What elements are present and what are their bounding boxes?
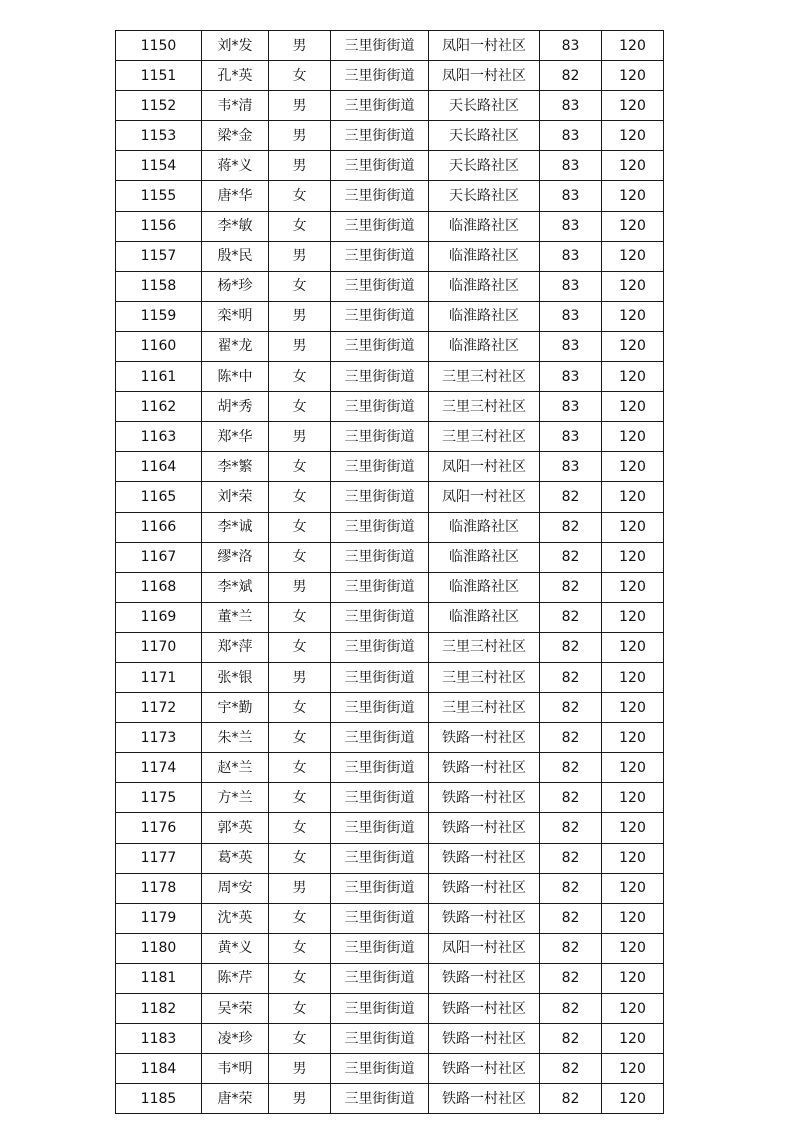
community-cell: 临淮路社区: [429, 301, 540, 331]
age-cell: 83: [540, 392, 602, 422]
name-cell: 蒋*义: [202, 151, 269, 181]
subdistrict-cell: 三里街街道: [331, 271, 429, 301]
gender-cell: 女: [269, 1024, 331, 1054]
community-cell: 铁路一村社区: [429, 813, 540, 843]
serial-cell: 1156: [116, 211, 202, 241]
table-row: [116, 783, 664, 813]
name-cell: 韦*明: [202, 1054, 269, 1084]
table-row: [116, 452, 664, 482]
serial-cell: 1154: [116, 151, 202, 181]
age-cell: 82: [540, 723, 602, 753]
gender-cell: 女: [269, 271, 331, 301]
community-cell: 天长路社区: [429, 181, 540, 211]
table-row: [116, 271, 664, 301]
amount-cell: 120: [602, 1054, 664, 1084]
age-cell: 83: [540, 31, 602, 61]
subdistrict-cell: 三里街街道: [331, 723, 429, 753]
subdistrict-cell: 三里街街道: [331, 632, 429, 662]
serial-cell: 1179: [116, 903, 202, 933]
name-cell: 唐*华: [202, 181, 269, 211]
amount-cell: 120: [602, 121, 664, 151]
table-row: [116, 31, 664, 61]
age-cell: 82: [540, 1054, 602, 1084]
name-cell: 郑*华: [202, 422, 269, 452]
community-cell: 铁路一村社区: [429, 783, 540, 813]
subdistrict-cell: 三里街街道: [331, 301, 429, 331]
amount-cell: 120: [602, 783, 664, 813]
name-cell: 沈*英: [202, 903, 269, 933]
gender-cell: 女: [269, 512, 331, 542]
amount-cell: 120: [602, 362, 664, 392]
name-cell: 陈*中: [202, 362, 269, 392]
amount-cell: 120: [602, 91, 664, 121]
serial-cell: 1165: [116, 482, 202, 512]
table-row: [116, 362, 664, 392]
gender-cell: 男: [269, 873, 331, 903]
subdistrict-cell: 三里街街道: [331, 392, 429, 422]
amount-cell: 120: [602, 151, 664, 181]
name-cell: 吴*荣: [202, 994, 269, 1024]
gender-cell: 女: [269, 362, 331, 392]
serial-cell: 1183: [116, 1024, 202, 1054]
gender-cell: 男: [269, 241, 331, 271]
subdistrict-cell: 三里街街道: [331, 1024, 429, 1054]
age-cell: 83: [540, 452, 602, 482]
gender-cell: 男: [269, 121, 331, 151]
community-cell: 临淮路社区: [429, 331, 540, 361]
gender-cell: 男: [269, 422, 331, 452]
serial-cell: 1155: [116, 181, 202, 211]
serial-cell: 1169: [116, 602, 202, 632]
name-cell: 栾*明: [202, 301, 269, 331]
community-cell: 铁路一村社区: [429, 1054, 540, 1084]
age-cell: 82: [540, 602, 602, 632]
subdistrict-cell: 三里街街道: [331, 422, 429, 452]
amount-cell: 120: [602, 271, 664, 301]
amount-cell: 120: [602, 873, 664, 903]
table-row: [116, 602, 664, 632]
table-row: [116, 873, 664, 903]
gender-cell: 男: [269, 572, 331, 602]
subdistrict-cell: 三里街街道: [331, 482, 429, 512]
records-table-body: [116, 31, 664, 1114]
amount-cell: 120: [602, 301, 664, 331]
community-cell: 三里三村社区: [429, 693, 540, 723]
amount-cell: 120: [602, 61, 664, 91]
subdistrict-cell: 三里街街道: [331, 331, 429, 361]
gender-cell: 男: [269, 151, 331, 181]
community-cell: 临淮路社区: [429, 211, 540, 241]
subdistrict-cell: 三里街街道: [331, 91, 429, 121]
community-cell: 三里三村社区: [429, 422, 540, 452]
age-cell: 82: [540, 963, 602, 993]
age-cell: 82: [540, 873, 602, 903]
subdistrict-cell: 三里街街道: [331, 1054, 429, 1084]
table-row: [116, 1054, 664, 1084]
subdistrict-cell: 三里街街道: [331, 181, 429, 211]
table-row: [116, 903, 664, 933]
serial-cell: 1167: [116, 542, 202, 572]
table-row: [116, 512, 664, 542]
name-cell: 郭*英: [202, 813, 269, 843]
subdistrict-cell: 三里街街道: [331, 211, 429, 241]
table-row: [116, 753, 664, 783]
name-cell: 宇*勤: [202, 693, 269, 723]
subdistrict-cell: 三里街街道: [331, 452, 429, 482]
name-cell: 郑*萍: [202, 632, 269, 662]
subdistrict-cell: 三里街街道: [331, 843, 429, 873]
community-cell: 凤阳一村社区: [429, 482, 540, 512]
gender-cell: 女: [269, 723, 331, 753]
subdistrict-cell: 三里街街道: [331, 963, 429, 993]
subdistrict-cell: 三里街街道: [331, 994, 429, 1024]
table-row: [116, 963, 664, 993]
serial-cell: 1160: [116, 331, 202, 361]
serial-cell: 1177: [116, 843, 202, 873]
amount-cell: 120: [602, 963, 664, 993]
name-cell: 缪*洛: [202, 542, 269, 572]
community-cell: 临淮路社区: [429, 241, 540, 271]
gender-cell: 女: [269, 753, 331, 783]
community-cell: 临淮路社区: [429, 542, 540, 572]
serial-cell: 1174: [116, 753, 202, 783]
amount-cell: 120: [602, 602, 664, 632]
gender-cell: 女: [269, 61, 331, 91]
gender-cell: 女: [269, 211, 331, 241]
serial-cell: 1158: [116, 271, 202, 301]
age-cell: 82: [540, 542, 602, 572]
table-row: [116, 632, 664, 662]
amount-cell: 120: [602, 994, 664, 1024]
amount-cell: 120: [602, 181, 664, 211]
community-cell: 铁路一村社区: [429, 1084, 540, 1114]
serial-cell: 1173: [116, 723, 202, 753]
gender-cell: 女: [269, 843, 331, 873]
name-cell: 董*兰: [202, 602, 269, 632]
subdistrict-cell: 三里街街道: [331, 572, 429, 602]
name-cell: 李*诚: [202, 512, 269, 542]
gender-cell: 女: [269, 933, 331, 963]
amount-cell: 120: [602, 31, 664, 61]
gender-cell: 男: [269, 91, 331, 121]
amount-cell: 120: [602, 662, 664, 692]
amount-cell: 120: [602, 452, 664, 482]
table-row: [116, 1024, 664, 1054]
subdistrict-cell: 三里街街道: [331, 933, 429, 963]
serial-cell: 1151: [116, 61, 202, 91]
table-row: [116, 843, 664, 873]
community-cell: 临淮路社区: [429, 512, 540, 542]
community-cell: 天长路社区: [429, 91, 540, 121]
name-cell: 胡*秀: [202, 392, 269, 422]
subdistrict-cell: 三里街街道: [331, 1084, 429, 1114]
table-row: [116, 121, 664, 151]
age-cell: 83: [540, 241, 602, 271]
community-cell: 三里三村社区: [429, 662, 540, 692]
serial-cell: 1157: [116, 241, 202, 271]
table-row: [116, 241, 664, 271]
subdistrict-cell: 三里街街道: [331, 61, 429, 91]
age-cell: 82: [540, 994, 602, 1024]
amount-cell: 120: [602, 813, 664, 843]
gender-cell: 女: [269, 783, 331, 813]
table-row: [116, 61, 664, 91]
records-table: [115, 30, 664, 1114]
serial-cell: 1184: [116, 1054, 202, 1084]
serial-cell: 1171: [116, 662, 202, 692]
name-cell: 杨*珍: [202, 271, 269, 301]
age-cell: 82: [540, 843, 602, 873]
community-cell: 凤阳一村社区: [429, 31, 540, 61]
table-row: [116, 151, 664, 181]
table-row: [116, 813, 664, 843]
serial-cell: 1164: [116, 452, 202, 482]
community-cell: 三里三村社区: [429, 632, 540, 662]
subdistrict-cell: 三里街街道: [331, 753, 429, 783]
table-row: [116, 301, 664, 331]
serial-cell: 1185: [116, 1084, 202, 1114]
name-cell: 陈*芹: [202, 963, 269, 993]
amount-cell: 120: [602, 1084, 664, 1114]
community-cell: 天长路社区: [429, 151, 540, 181]
name-cell: 唐*荣: [202, 1084, 269, 1114]
name-cell: 刘*荣: [202, 482, 269, 512]
table-row: [116, 422, 664, 452]
gender-cell: 女: [269, 994, 331, 1024]
name-cell: 黄*义: [202, 933, 269, 963]
age-cell: 83: [540, 331, 602, 361]
amount-cell: 120: [602, 422, 664, 452]
serial-cell: 1170: [116, 632, 202, 662]
subdistrict-cell: 三里街街道: [331, 813, 429, 843]
serial-cell: 1180: [116, 933, 202, 963]
age-cell: 82: [540, 482, 602, 512]
age-cell: 83: [540, 271, 602, 301]
gender-cell: 男: [269, 662, 331, 692]
age-cell: 82: [540, 933, 602, 963]
name-cell: 李*繁: [202, 452, 269, 482]
gender-cell: 女: [269, 392, 331, 422]
age-cell: 83: [540, 422, 602, 452]
table-row: [116, 542, 664, 572]
age-cell: 82: [540, 662, 602, 692]
amount-cell: 120: [602, 723, 664, 753]
name-cell: 韦*清: [202, 91, 269, 121]
name-cell: 刘*发: [202, 31, 269, 61]
table-row: [116, 331, 664, 361]
amount-cell: 120: [602, 542, 664, 572]
serial-cell: 1159: [116, 301, 202, 331]
subdistrict-cell: 三里街街道: [331, 602, 429, 632]
age-cell: 83: [540, 151, 602, 181]
name-cell: 周*安: [202, 873, 269, 903]
serial-cell: 1172: [116, 693, 202, 723]
subdistrict-cell: 三里街街道: [331, 662, 429, 692]
table-row: [116, 994, 664, 1024]
community-cell: 天长路社区: [429, 121, 540, 151]
serial-cell: 1162: [116, 392, 202, 422]
table-row: [116, 723, 664, 753]
subdistrict-cell: 三里街街道: [331, 241, 429, 271]
amount-cell: 120: [602, 211, 664, 241]
amount-cell: 120: [602, 693, 664, 723]
table-row: [116, 662, 664, 692]
age-cell: 82: [540, 783, 602, 813]
gender-cell: 男: [269, 1054, 331, 1084]
serial-cell: 1181: [116, 963, 202, 993]
community-cell: 铁路一村社区: [429, 723, 540, 753]
age-cell: 83: [540, 181, 602, 211]
amount-cell: 120: [602, 482, 664, 512]
serial-cell: 1153: [116, 121, 202, 151]
name-cell: 凌*珍: [202, 1024, 269, 1054]
gender-cell: 女: [269, 482, 331, 512]
table-row: [116, 181, 664, 211]
community-cell: 三里三村社区: [429, 362, 540, 392]
serial-cell: 1176: [116, 813, 202, 843]
serial-cell: 1150: [116, 31, 202, 61]
subdistrict-cell: 三里街街道: [331, 903, 429, 933]
name-cell: 梁*金: [202, 121, 269, 151]
table-row: [116, 91, 664, 121]
name-cell: 赵*兰: [202, 753, 269, 783]
gender-cell: 女: [269, 452, 331, 482]
amount-cell: 120: [602, 632, 664, 662]
table-row: [116, 392, 664, 422]
gender-cell: 女: [269, 632, 331, 662]
age-cell: 82: [540, 512, 602, 542]
amount-cell: 120: [602, 241, 664, 271]
subdistrict-cell: 三里街街道: [331, 31, 429, 61]
name-cell: 朱*兰: [202, 723, 269, 753]
name-cell: 李*斌: [202, 572, 269, 602]
name-cell: 李*敏: [202, 211, 269, 241]
age-cell: 83: [540, 211, 602, 241]
age-cell: 82: [540, 753, 602, 783]
table-row: [116, 572, 664, 602]
subdistrict-cell: 三里街街道: [331, 873, 429, 903]
age-cell: 82: [540, 632, 602, 662]
age-cell: 82: [540, 903, 602, 933]
community-cell: 三里三村社区: [429, 392, 540, 422]
age-cell: 82: [540, 1084, 602, 1114]
gender-cell: 女: [269, 181, 331, 211]
name-cell: 葛*英: [202, 843, 269, 873]
gender-cell: 男: [269, 331, 331, 361]
community-cell: 临淮路社区: [429, 271, 540, 301]
age-cell: 83: [540, 121, 602, 151]
age-cell: 83: [540, 301, 602, 331]
gender-cell: 男: [269, 301, 331, 331]
gender-cell: 女: [269, 693, 331, 723]
community-cell: 临淮路社区: [429, 602, 540, 632]
community-cell: 凤阳一村社区: [429, 933, 540, 963]
age-cell: 83: [540, 91, 602, 121]
amount-cell: 120: [602, 392, 664, 422]
age-cell: 82: [540, 572, 602, 602]
amount-cell: 120: [602, 753, 664, 783]
gender-cell: 女: [269, 963, 331, 993]
community-cell: 凤阳一村社区: [429, 61, 540, 91]
subdistrict-cell: 三里街街道: [331, 512, 429, 542]
subdistrict-cell: 三里街街道: [331, 693, 429, 723]
amount-cell: 120: [602, 903, 664, 933]
name-cell: 翟*龙: [202, 331, 269, 361]
serial-cell: 1152: [116, 91, 202, 121]
age-cell: 82: [540, 693, 602, 723]
community-cell: 铁路一村社区: [429, 994, 540, 1024]
community-cell: 铁路一村社区: [429, 903, 540, 933]
community-cell: 凤阳一村社区: [429, 452, 540, 482]
name-cell: 方*兰: [202, 783, 269, 813]
serial-cell: 1163: [116, 422, 202, 452]
name-cell: 孔*英: [202, 61, 269, 91]
subdistrict-cell: 三里街街道: [331, 783, 429, 813]
amount-cell: 120: [602, 512, 664, 542]
gender-cell: 女: [269, 813, 331, 843]
amount-cell: 120: [602, 1024, 664, 1054]
age-cell: 82: [540, 813, 602, 843]
community-cell: 铁路一村社区: [429, 873, 540, 903]
table-row: [116, 482, 664, 512]
subdistrict-cell: 三里街街道: [331, 362, 429, 392]
community-cell: 铁路一村社区: [429, 843, 540, 873]
serial-cell: 1161: [116, 362, 202, 392]
gender-cell: 女: [269, 602, 331, 632]
serial-cell: 1166: [116, 512, 202, 542]
community-cell: 铁路一村社区: [429, 1024, 540, 1054]
serial-cell: 1168: [116, 572, 202, 602]
amount-cell: 120: [602, 933, 664, 963]
amount-cell: 120: [602, 843, 664, 873]
community-cell: 铁路一村社区: [429, 753, 540, 783]
age-cell: 82: [540, 61, 602, 91]
serial-cell: 1178: [116, 873, 202, 903]
subdistrict-cell: 三里街街道: [331, 151, 429, 181]
serial-cell: 1182: [116, 994, 202, 1024]
gender-cell: 女: [269, 903, 331, 933]
subdistrict-cell: 三里街街道: [331, 121, 429, 151]
age-cell: 83: [540, 362, 602, 392]
amount-cell: 120: [602, 331, 664, 361]
gender-cell: 男: [269, 1084, 331, 1114]
name-cell: 殷*民: [202, 241, 269, 271]
community-cell: 铁路一村社区: [429, 963, 540, 993]
amount-cell: 120: [602, 572, 664, 602]
serial-cell: 1175: [116, 783, 202, 813]
table-row: [116, 1084, 664, 1114]
gender-cell: 男: [269, 31, 331, 61]
table-row: [116, 933, 664, 963]
gender-cell: 女: [269, 542, 331, 572]
community-cell: 临淮路社区: [429, 572, 540, 602]
name-cell: 张*银: [202, 662, 269, 692]
age-cell: 82: [540, 1024, 602, 1054]
table-row: [116, 693, 664, 723]
table-row: [116, 211, 664, 241]
subdistrict-cell: 三里街街道: [331, 542, 429, 572]
